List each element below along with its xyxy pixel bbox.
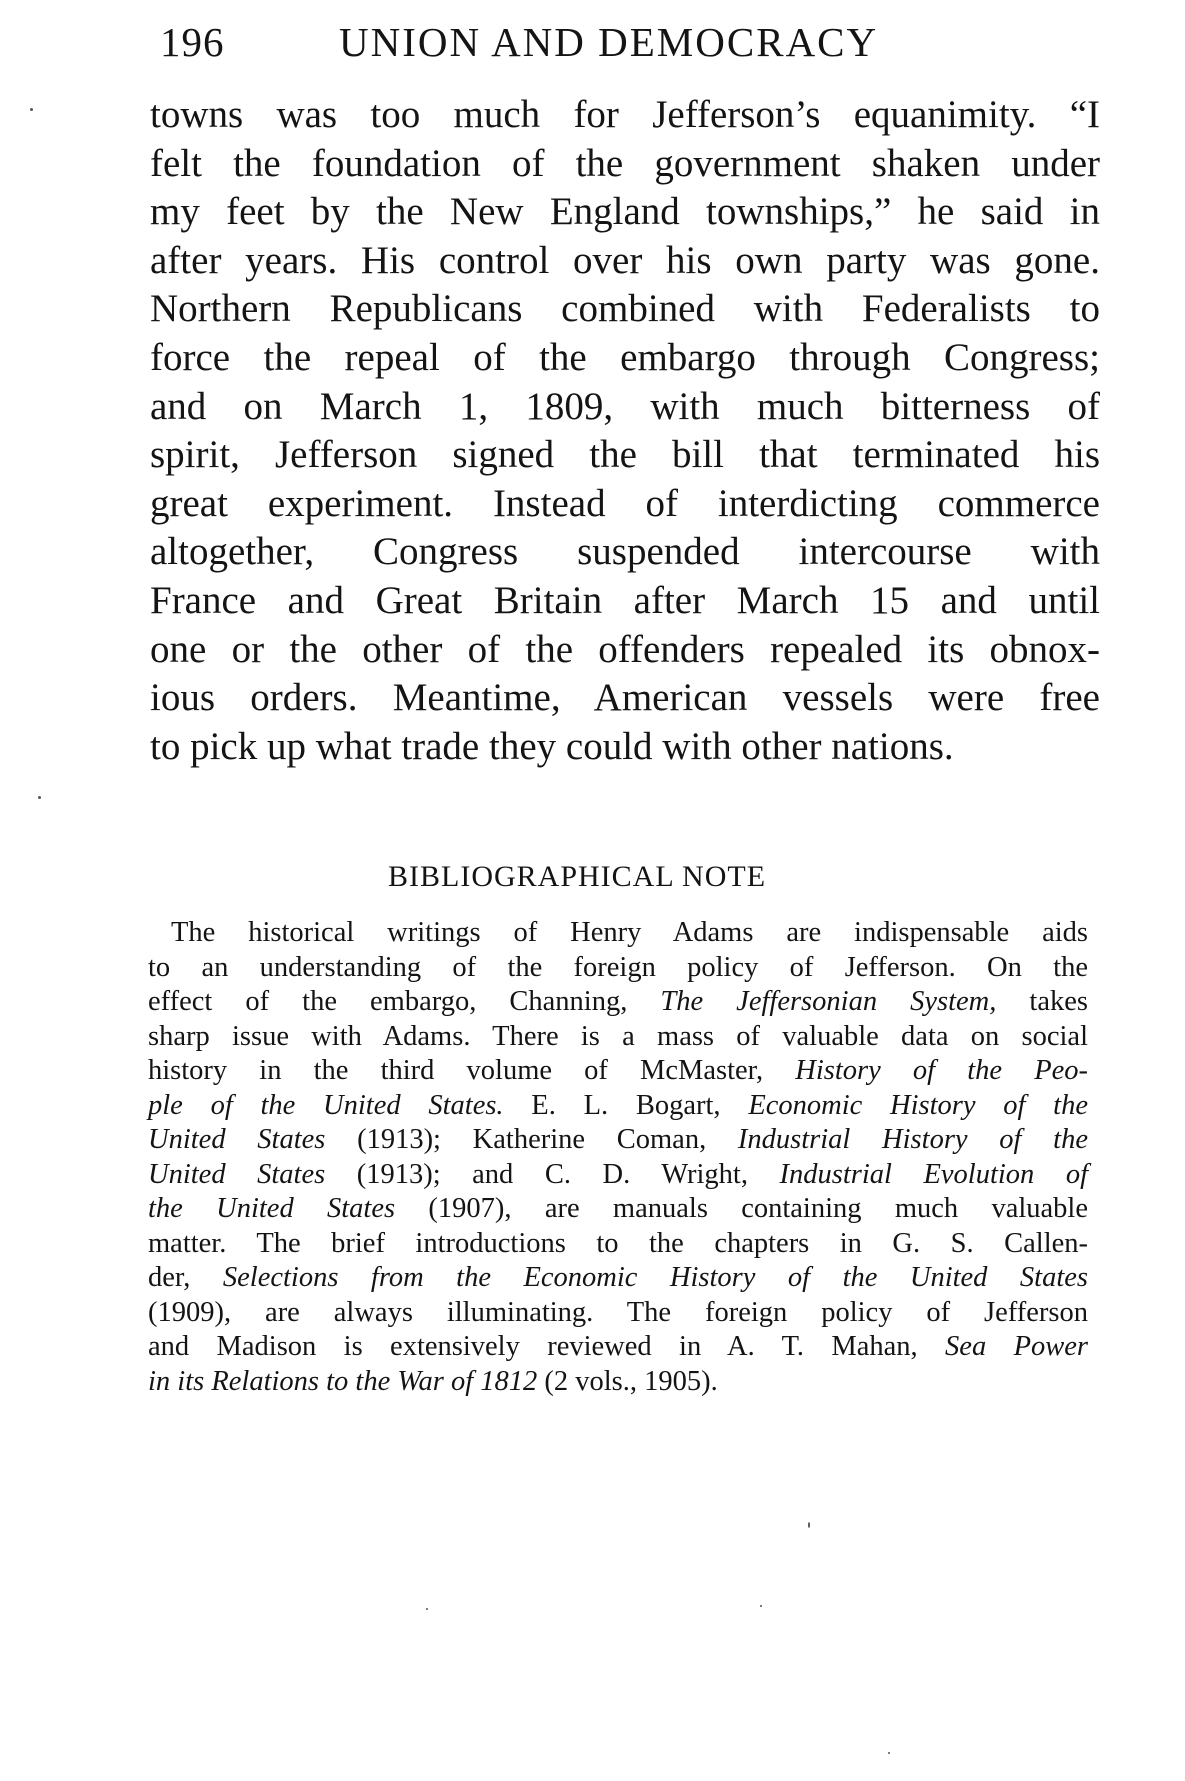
note-italic-title: The Jeffersonian System, [660,986,997,1017]
note-italic-title: Industrial History of the [737,1124,1088,1155]
note-text: der, [148,1262,223,1293]
note-italic-title: ple of the United States. [148,1089,504,1121]
note-text: The historical writings of Henry Adams are indispensable aids [171,917,1088,948]
note-text: (1913); and C. D. Wright, [325,1158,780,1190]
body-line: altogether, Congress suspended intercourse with [150,530,1100,574]
body-line: after years. His control over his own party was gone. [150,238,1100,282]
body-line: and on March 1, 1809, with much bitterness of [150,384,1100,428]
note-line [148,1296,1088,1331]
body-line: force the repeal of the embargo through Congress; [150,335,1100,379]
note-line [148,1192,1088,1227]
body-paragraph [150,91,1100,771]
note-italic-title: United States [148,1158,326,1190]
note-line [148,1089,1088,1124]
note-text: (1913); Katherine Coman, [325,1124,738,1155]
bibliographical-note-heading: BIBLIOGRAPHICAL NOTE [388,860,767,893]
body-line: Northern Republicans combined with Federalists to [150,287,1100,331]
note-text: effect of the embargo, Channing, [148,986,661,1017]
note-line [148,916,1088,951]
body-line: felt the foundation of the government shaken under [150,141,1100,185]
note-italic-title: History of the Peo- [795,1055,1088,1086]
note-text: (1909), are always illuminating. The foreign policy of Jefferson [148,1296,1088,1328]
scan-speck [30,108,33,111]
note-line [148,1261,1088,1296]
note-text: takes [996,986,1088,1017]
running-head: UNION AND DEMOCRACY [339,19,879,65]
note-text: (1907), are manuals containing much valuable [395,1193,1088,1224]
note-line [148,1227,1088,1262]
note-text: history in the third volume of McMaster, [148,1055,796,1086]
note-line [148,1020,1088,1055]
scan-speck [760,1605,762,1607]
note-text: to an understanding of the foreign policy of Jefferson. On the [148,951,1088,983]
note-line [148,1158,1088,1193]
body-line: one or the other of the offenders repealed its obnox- [150,627,1100,671]
note-italic-title: United States [148,1124,326,1155]
note-italic-title: Sea Power [945,1331,1088,1362]
note-line [148,1054,1088,1089]
note-text: (2 vols., 1905). [537,1365,718,1397]
note-line [148,951,1088,986]
note-line [148,1330,1088,1365]
body-line: my feet by the New England townships,” he said in [150,190,1100,234]
scan-speck [808,1522,810,1528]
page-number: 196 [160,19,225,65]
note-text: sharp issue with Adams. There is a mass of valuable data on social [148,1020,1088,1052]
scan-speck [426,1608,428,1610]
note-text: and Madison is extensively reviewed in A. T. Mahan, [148,1331,946,1362]
body-line: to pick up what trade they could with other nations. [150,724,954,768]
body-line: France and Great Britain after March 15 and until [150,578,1100,622]
body-line: great experiment. Instead of interdicting commerce [150,481,1100,525]
scan-speck [888,1752,890,1754]
scan-speck [38,796,41,799]
note-line [148,1123,1088,1158]
note-line [148,985,1088,1020]
note-italic-title: the United States [148,1193,396,1224]
note-italic-title: Industrial Evolution of [779,1158,1088,1190]
note-text: matter. The brief introductions to the chapters in G. S. Callen- [148,1227,1088,1259]
note-text: E. L. Bogart, [503,1089,749,1121]
note-italic-title: Economic History of the [748,1089,1088,1121]
body-line: ious orders. Meantime, American vessels were free [150,676,1100,720]
note-italic-title: Selections from the Economic History of the United States [222,1262,1088,1293]
body-line: spirit, Jefferson signed the bill that terminated his [150,433,1100,477]
bibliographical-note [148,916,1088,1399]
note-italic-title: in its Relations to the War of 1812 [148,1365,538,1397]
note-line [148,1365,1088,1400]
page-header [160,14,1060,74]
body-line: towns was too much for Jefferson’s equanimity. “I [150,93,1100,136]
